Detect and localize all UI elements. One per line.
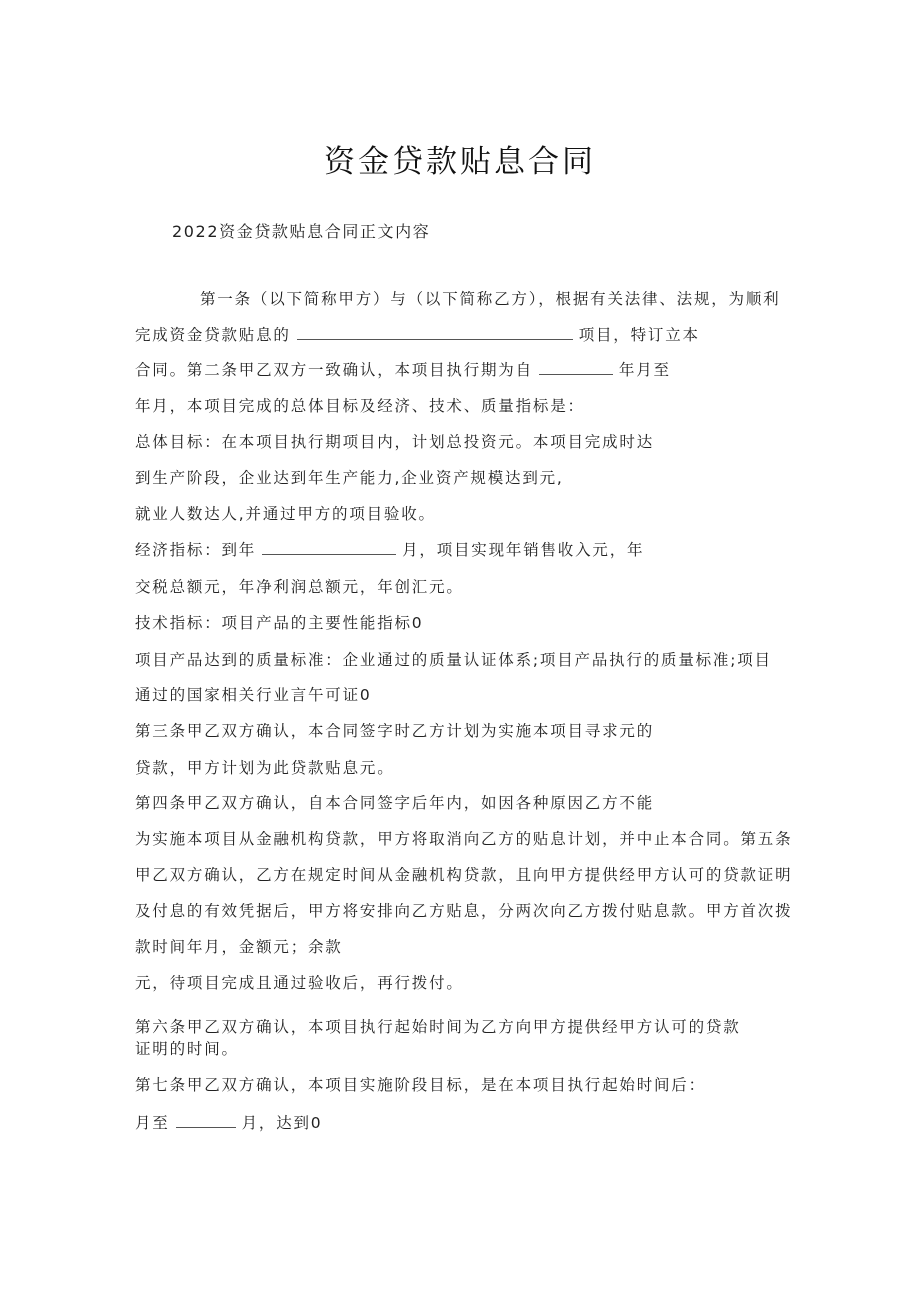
document-subtitle: 2022资金贷款贴息合同正文内容	[172, 222, 431, 241]
line-text: 月，达到0	[241, 1114, 323, 1132]
line-text: 元，待项目完成且通过验收后，再行拨付。	[135, 974, 464, 992]
paragraph-line	[135, 325, 700, 345]
line-text: 项目产品达到的质量标准：企业通过的质量认证体系;项目产品执行的质量标准;项目	[135, 651, 772, 669]
line-text: 第七条甲乙双方确认，本项目实施阶段目标，是在本项目执行起始时间后：	[135, 1076, 706, 1094]
paragraph-line	[135, 1039, 239, 1059]
line-text: 通过的国家相关行业言午可证0	[135, 686, 372, 704]
line-text: 技术指标：项目产品的主要性能指标0	[135, 614, 424, 632]
line-text: 完成资金贷款贴息的	[135, 326, 291, 344]
line-text: 总体目标：在本项目执行期项目内，计划总投资元。本项目完成时达	[135, 433, 655, 451]
paragraph-line	[135, 650, 772, 670]
line-text: 第六条甲乙双方确认，本项目执行起始时间为乙方向甲方提供经甲方认可的贷款	[135, 1018, 741, 1036]
fill-in-blank	[176, 1113, 236, 1128]
line-text: 到生产阶段，企业达到年生产能力,企业资产规模达到元,	[135, 469, 564, 487]
paragraph-line	[135, 432, 654, 452]
paragraph-line	[135, 721, 654, 741]
paragraph-line	[135, 829, 792, 849]
paragraph-line	[135, 937, 343, 957]
document-title: 资金贷款贴息合同	[324, 144, 596, 180]
paragraph-line	[135, 468, 564, 488]
paragraph-line	[135, 685, 372, 705]
paragraph-line	[135, 1113, 322, 1133]
line-text: 月至	[135, 1114, 170, 1132]
line-text: 第三条甲乙双方确认，本合同签字时乙方计划为实施本项目寻求元的	[135, 722, 655, 740]
fill-in-blank	[297, 325, 573, 340]
paragraph-line	[135, 901, 792, 921]
line-text: 款时间年月，金额元；余款	[135, 938, 343, 956]
paragraph-line	[135, 613, 423, 633]
paragraph-line	[135, 973, 464, 993]
line-text: 经济指标：到年	[135, 541, 257, 559]
paragraph-line	[135, 577, 464, 597]
line-text: 第四条甲乙双方确认，自本合同签字后年内，如因各种原因乙方不能	[135, 794, 655, 812]
paragraph-line	[135, 396, 585, 416]
line-text: 及付息的有效凭据后，甲方将安排向乙方贴息，分两次向乙方拨付贴息款。甲方首次拨	[135, 902, 793, 920]
paragraph-line	[135, 504, 436, 524]
fill-in-blank	[262, 540, 396, 555]
line-text: 项目，特订立本	[578, 326, 700, 344]
line-text: 合同。第二条甲乙双方一致确认，本项目执行期为自	[135, 361, 533, 379]
paragraph-line	[135, 758, 395, 778]
paragraph-line	[135, 360, 671, 380]
paragraph-line	[135, 865, 792, 885]
paragraph-line	[135, 793, 654, 813]
line-text: 年月至	[618, 361, 671, 379]
line-text: 为实施本项目从金融机构贷款，甲方将取消向乙方的贴息计划，并中止本合同。第五条	[135, 830, 793, 848]
paragraph-line	[200, 289, 780, 309]
line-text: 甲乙双方确认，乙方在规定时间从金融机构贷款，且向甲方提供经甲方认可的贷款证明	[135, 866, 793, 884]
line-text: 第一条（以下简称甲方）与（以下简称乙方），根据有关法律、法规，为顺利	[200, 290, 781, 308]
line-text: 月，项目实现年销售收入元，年	[402, 541, 645, 559]
line-text: 年月，本项目完成的总体目标及经济、技术、质量指标是：	[135, 397, 585, 415]
line-text: 证明的时间。	[135, 1040, 239, 1058]
line-text: 就业人数达人,并通过甲方的项目验收。	[135, 505, 436, 523]
line-text: 交税总额元，年净利润总额元，年创汇元。	[135, 578, 464, 596]
fill-in-blank	[539, 360, 613, 375]
paragraph-line	[135, 1017, 741, 1037]
line-text: 贷款，甲方计划为此贷款贴息元。	[135, 759, 395, 777]
paragraph-line	[135, 1075, 706, 1095]
paragraph-line	[135, 540, 644, 560]
